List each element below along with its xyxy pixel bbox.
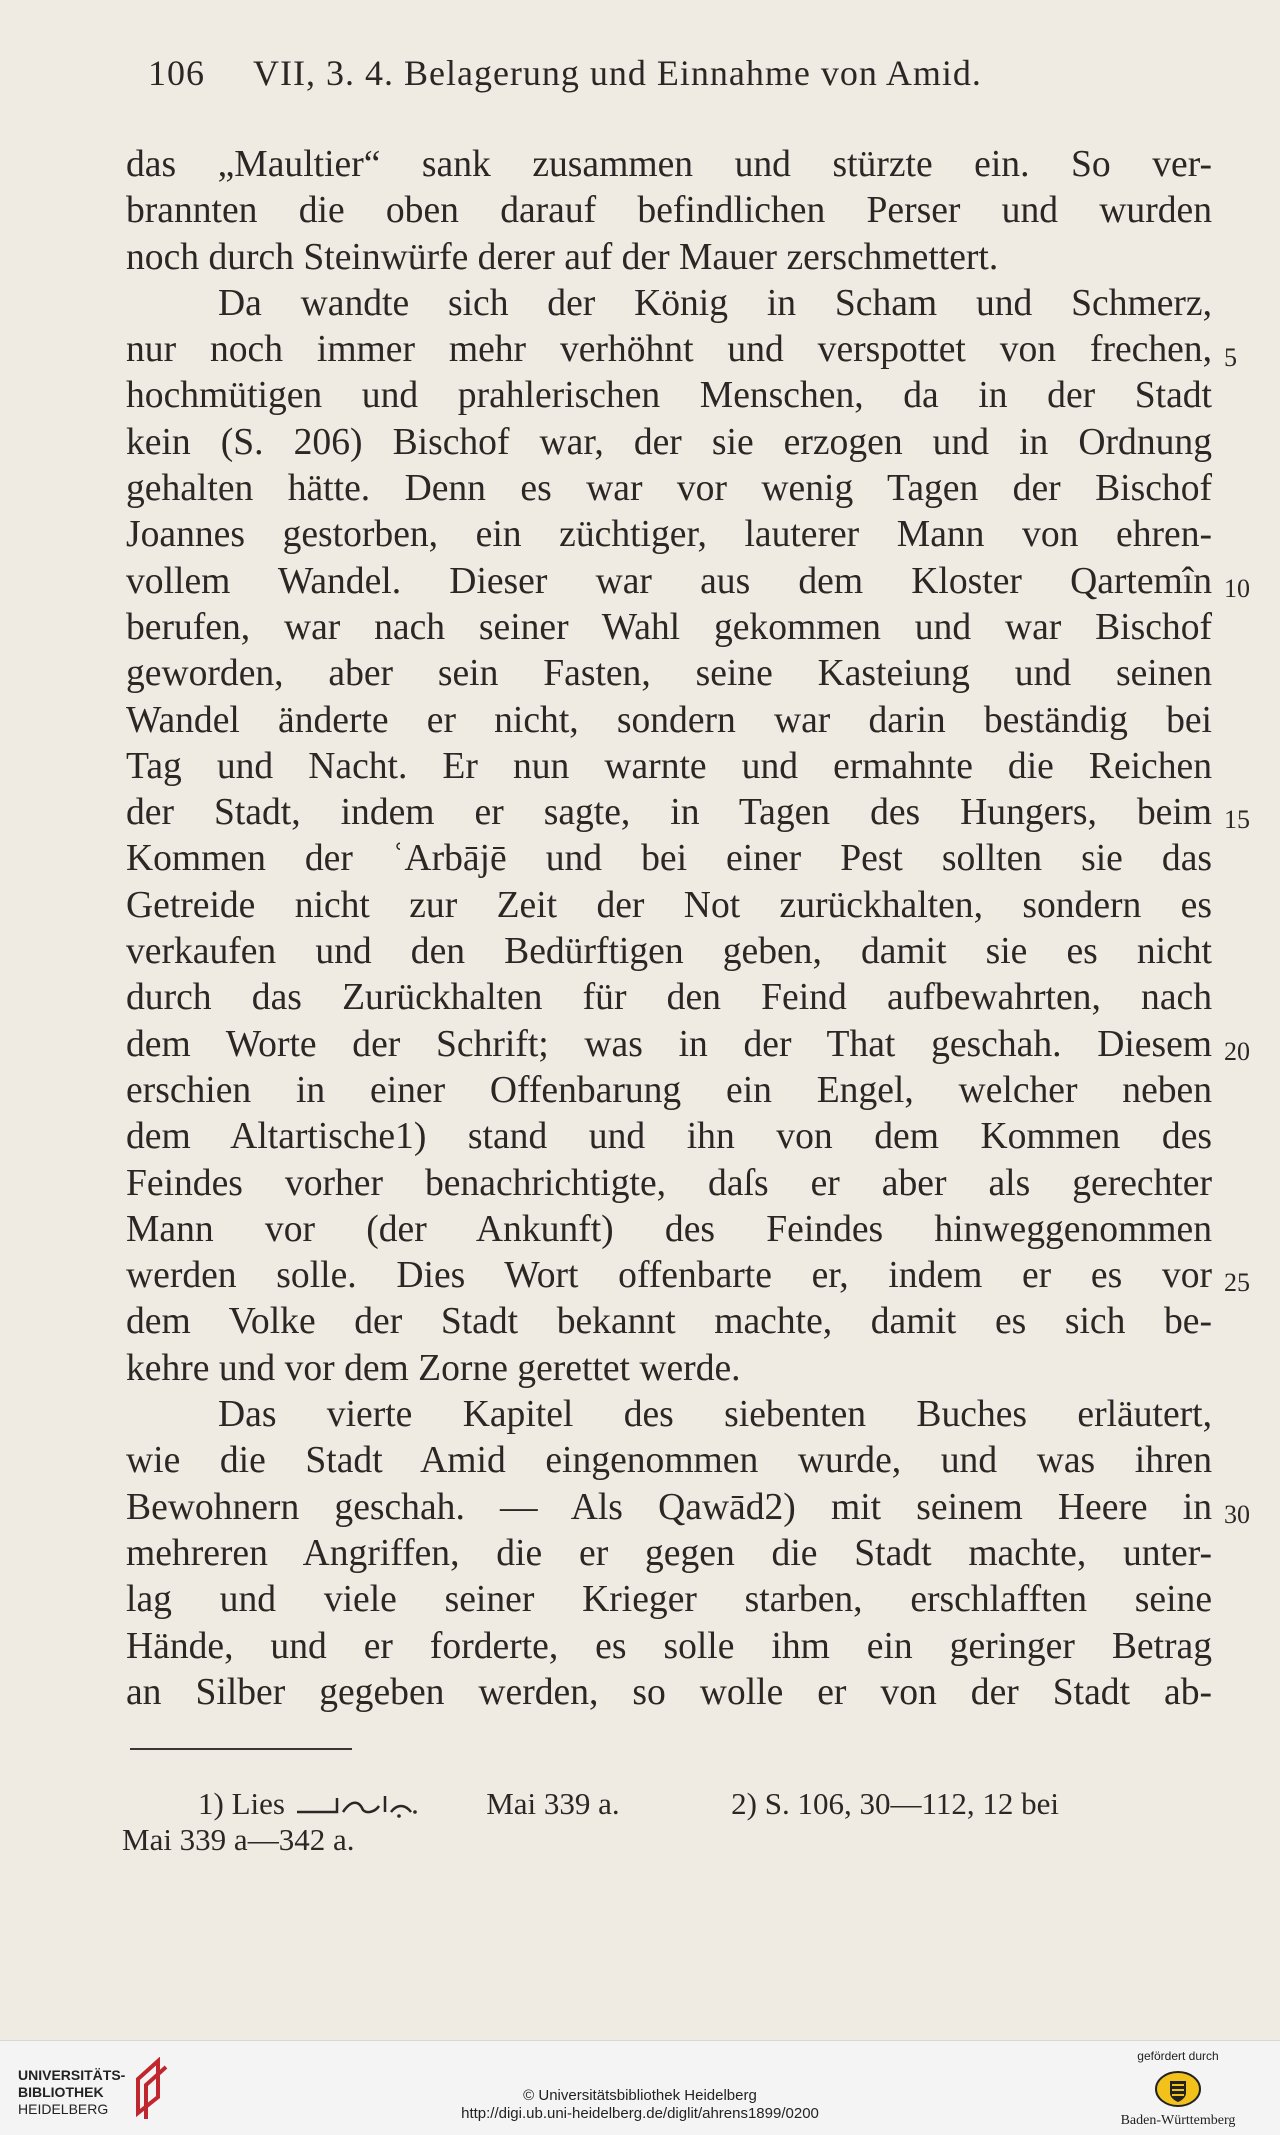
body-line: Hände, und er forderte, es solle ihm ein geringer Betrag <box>126 1625 1212 1667</box>
body-line: berufen, war nach seiner Wahl gekommen und war Bischof <box>126 606 1212 648</box>
footnote-rule <box>130 1748 352 1750</box>
running-title: VII, 3. 4. Belagerung und Einnahme von Amid. <box>253 53 982 93</box>
body-line: durch das Zurückhalten für den Feind aufbewahrten, nach <box>126 977 1212 1019</box>
body-line: das „Maultier“ sank zusammen und stürzte ein. So ver- <box>126 144 1212 185</box>
library-line: HEIDELBERG <box>18 2101 109 2117</box>
body-line: wie die Stadt Amid eingenommen wurde, und was ihren <box>126 1440 1212 1482</box>
body-line: vollem Wandel. Dieser war aus dem Kloster Qartemîn <box>126 560 1212 602</box>
body-line: noch durch Steinwürfe derer auf der Mauer zerschmettert. <box>126 236 999 278</box>
margin-line-number: 25 <box>1224 1268 1250 1297</box>
permalink[interactable]: http://digi.ub.uni-heidelberg.de/diglit/ahrens1899/0200 <box>461 2105 819 2122</box>
body-line: Das vierte Kapitel des siebenten Buches erläutert, <box>218 1394 1212 1436</box>
body-line: Da wandte sich der König in Scham und Schmerz, <box>218 282 1212 324</box>
library-line: BIBLIOTHEK <box>18 2084 104 2100</box>
body-line: Wandel änderte er nicht, sondern war darin beständig bei <box>126 699 1212 741</box>
margin-line-number: 15 <box>1224 805 1250 834</box>
margin-line-number: 20 <box>1224 1037 1250 1066</box>
copyright-block <box>0 2087 1280 2123</box>
body-line: mehreren Angriffen, die er gegen die Stadt machte, unter- <box>126 1532 1212 1574</box>
footnote-1 <box>122 1786 1192 1822</box>
body-line: dem Volke der Stadt bekannt machte, damit es sich be- <box>126 1301 1212 1343</box>
body-line: nur noch immer mehr verhöhnt und verspottet von frechen, <box>126 329 1212 371</box>
running-header <box>148 52 1108 94</box>
body-text <box>126 142 1212 1716</box>
funded-by-text: gefördert durch <box>1137 2049 1219 2063</box>
funding-block <box>1098 2049 1258 2129</box>
syriac-word-image <box>293 1788 423 1818</box>
state-emblem-icon <box>1152 2069 1204 2109</box>
copyright-text: © Universitätsbibliothek Heidelberg <box>523 2087 757 2104</box>
body-line: Bewohnern geschah. — Als Qawād2) mit seinem Heere in <box>126 1486 1212 1528</box>
body-line: gehalten hätte. Denn es war vor wenig Tagen der Bischof <box>126 468 1212 510</box>
body-line: Feindes vorher benachrichtigte, daſs er aber als gerechter <box>126 1162 1212 1204</box>
body-line: Getreide nicht zur Zeit der Not zurückhalten, sondern es <box>126 884 1212 926</box>
margin-line-number: 30 <box>1224 1500 1250 1529</box>
digitization-footer <box>0 2040 1280 2135</box>
body-line: Kommen der ʿArbājē und bei einer Pest sollten sie das <box>126 838 1212 880</box>
body-line: verkaufen und den Bedürftigen geben, damit sie es nicht <box>126 931 1212 973</box>
footnote-2-continuation: Mai 339 a—342 a. <box>122 1822 355 1857</box>
body-line: dem Altartische1) stand und ihn von dem Kommen des <box>126 1116 1212 1158</box>
margin-line-number: 5 <box>1224 343 1237 372</box>
body-line: Joannes gestorben, ein züchtiger, lauterer Mann von ehren- <box>126 514 1212 556</box>
body-line: Mann vor (der Ankunft) des Feindes hinweggenommen <box>126 1208 1212 1250</box>
body-line: an Silber gegeben werden, so wolle er von der Stadt ab- <box>126 1671 1212 1713</box>
footnote-1-label: 1) Lies <box>198 1786 285 1821</box>
body-line: Tag und Nacht. Er nun warnte und ermahnte die Reichen <box>126 745 1212 787</box>
margin-line-number: 10 <box>1224 574 1250 603</box>
library-line: UNIVERSITÄTS- <box>18 2067 126 2083</box>
page-number: 106 <box>148 53 205 93</box>
body-line: kehre und vor dem Zorne gerettet werde. <box>126 1347 741 1389</box>
body-line: dem Worte der Schrift; was in der That geschah. Diesem <box>126 1023 1212 1065</box>
footnotes <box>122 1786 1192 1858</box>
body-line: brannten die oben darauf befindlichen Perser und wurden <box>126 190 1212 232</box>
body-line: der Stadt, indem er sagte, in Tagen des Hungers, beim <box>126 792 1212 834</box>
body-line: erschien in einer Offenbarung ein Engel, welcher neben <box>126 1069 1212 1111</box>
footnote-1-ref: Mai 339 a. <box>486 1786 620 1821</box>
funder-name: Baden-Württemberg <box>1120 2113 1236 2128</box>
body-line: werden solle. Dies Wort offenbarte er, indem er es vor <box>126 1255 1212 1297</box>
footnote-2-start: 2) S. 106, 30—112, 12 bei <box>731 1786 1059 1821</box>
body-line: hochmütigen und prahlerischen Menschen, da in der Stadt <box>126 375 1212 417</box>
body-line: lag und viele seiner Krieger starben, erschlafften seine <box>126 1579 1212 1621</box>
body-line: geworden, aber sein Fasten, seine Kasteiung und seinen <box>126 653 1212 695</box>
body-line: kein (S. 206) Bischof war, der sie erzogen und in Ordnung <box>126 421 1212 463</box>
